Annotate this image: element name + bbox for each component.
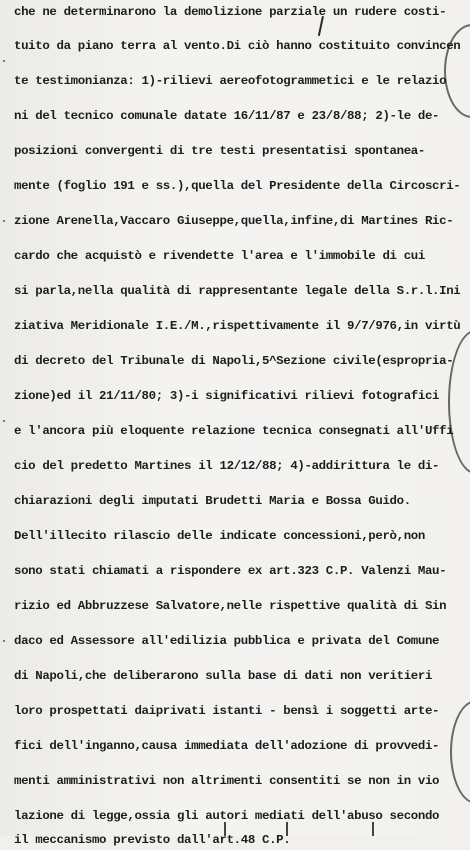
text-line-3: te testimonianza: 1)-rilievi aereofotogrammetici e le relazio	[14, 74, 447, 88]
text-line-22: fici dell'inganno,causa immediata dell'adozione di provvedi-	[14, 739, 440, 753]
text-line-19: daco ed Assessore all'edilizia pubblica e privata del Comune	[14, 634, 440, 648]
text-line-2: tuito da piano terra al vento.Di ciò hanno costituito convincen	[14, 39, 461, 53]
text-line-24: lazione di legge,ossia gli autori mediati dell'abuso secondo	[14, 809, 440, 823]
text-line-8: cardo che acquistò e rivendette l'area e l'immobile di cui	[14, 249, 425, 263]
text-line-18: rizio ed Abbruzzese Salvatore,nelle rispettive qualità di Sin	[14, 599, 447, 613]
text-line-10: ziativa Meridionale I.E./M.,rispettivamente il 9/7/976,in virtù	[14, 319, 461, 333]
text-line-14: cio del predetto Martines il 12/12/88; 4)-addirittura le di-	[14, 459, 440, 473]
text-line-4: ni del tecnico comunale datate 16/11/87 e 23/8/88; 2)-le de-	[14, 109, 440, 123]
text-line-17: sono stati chiamati a rispondere ex art.323 C.P. Valenzi Mau-	[14, 564, 447, 578]
text-line-6: mente (foglio 191 e ss.),quella del Presidente della Circoscri-	[14, 179, 461, 193]
text-line-13: e l'ancora più eloquente relazione tecnica consegnati all'Uffi	[14, 424, 454, 438]
text-line-5: posizioni convergenti di tre testi presentatisi spontanea-	[14, 144, 425, 158]
text-line-12: zione)ed il 21/11/80; 3)-i significativi rilievi fotografici	[14, 389, 440, 403]
text-line-1: che ne determinarono la demolizione parziale un rudere costi-	[14, 5, 447, 19]
text-line-16: Dell'illecito rilascio delle indicate concessioni,però,non	[14, 529, 425, 543]
text-line-21: loro prospettati daiprivati istanti - bensì i soggetti arte-	[14, 704, 440, 718]
text-line-25: il meccanismo previsto dall'art.48 C.P.	[14, 833, 291, 847]
text-line-11: di decreto del Tribunale di Napoli,5^Sezione civile(espropria-	[14, 354, 454, 368]
text-line-9: si parla,nella qualità di rappresentante legale della S.r.l.Ini	[14, 284, 461, 298]
text-line-23: menti amministrativi non altrimenti consentiti se non in vio	[14, 774, 440, 788]
text-line-15: chiarazioni degli imputati Brudetti Maria e Bossa Guido.	[14, 494, 411, 508]
text-line-7: zione Arenella,Vaccaro Giuseppe,quella,infine,di Martines Ric-	[14, 214, 454, 228]
text-line-20: di Napoli,che deliberarono sulla base di dati non veritieri	[14, 669, 433, 683]
